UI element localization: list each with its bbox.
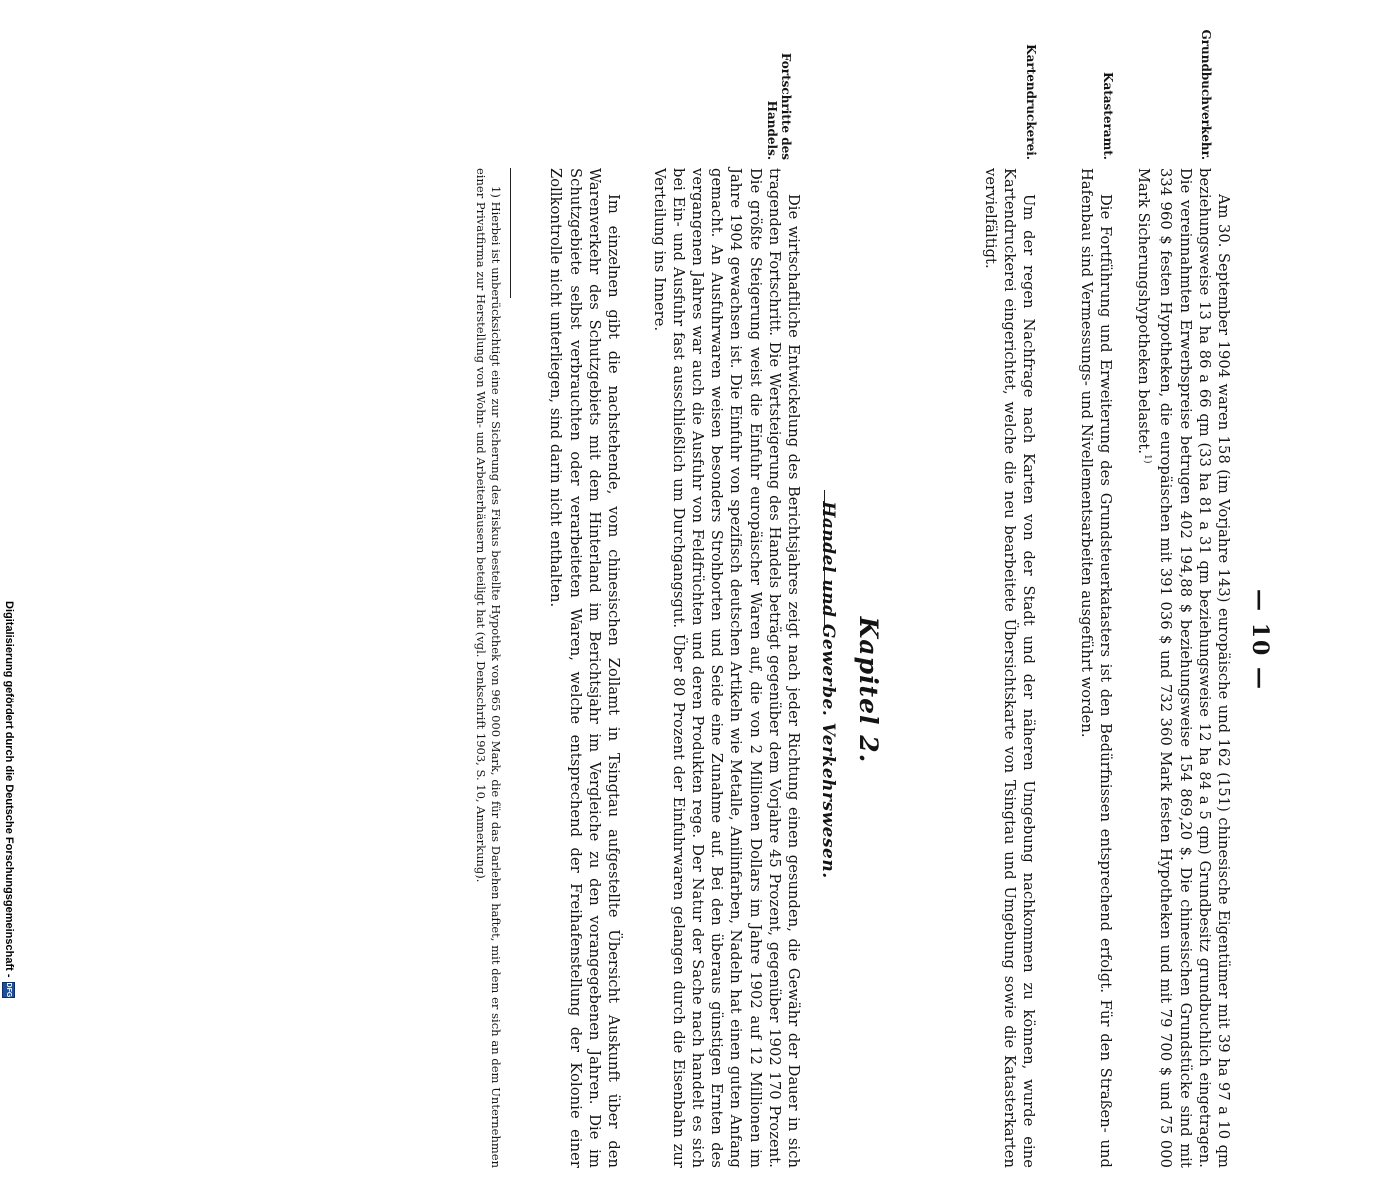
digitization-credit <box>2 0 16 996</box>
credit-text: Digitalisierung gefördert durch die Deutsche Forschungsgemeinschaft - <box>3 601 15 978</box>
paragraph-kartendruckerei <box>980 168 1038 1168</box>
footnote <box>474 168 503 1168</box>
paragraph-kataster <box>1077 168 1115 1168</box>
paragraph-grundbuch <box>1134 168 1233 1168</box>
page-number: — 10 — <box>1247 589 1273 691</box>
footnote-rule <box>510 168 511 298</box>
paragraph-kataster-text: Die Fortführung und Erweiterung des Grundsteuerkatasters ist den Bedürfnissen entsprechend erfolgt. Für den Straßen- und Hafenbau sind Vermessungs- und Nivellementsarbeiten ausgeführt worden. <box>1077 168 1114 1168</box>
paragraph-handel-1-text: Die wirtschaftliche Entwickelung des Berichtsjahres zeigt nach jeder Richtung einen gesunden, die Gewähr der Dauer in sich tragenden Fortschritt. Die Wertsteigerung des Handels beträgt gegenüber dem Vorjahre 45 Prozent, gegenüber 1902 170 Prozent. Die größte Steigerung weist die Einfuhr europäischer Waren auf, die von 2 Millionen Dollars im Jahre 1902 auf 12 Millionen im Jahre 1904 gewachsen ist. Die Einfuhr von spezifisch deutschen Artikeln wie Metalle, Anilinfarben, Nadeln hat einen guten Anfang gemacht. An Ausfuhrwaren weisen besonders Strohborten und Seide eine Zunahme auf. Bei den überaus günstigen Ernten des vergangenen Jahres war auch die Ausfuhr von Feldfrüchten und deren Produkten rege. Der Natur der Sache nach handelt es sich bei Ein- und Ausfuhr fast ausschließlich um Durchgangsgut. Über 80 Prozent der Einfuhrwaren gelangen durch die Eisenbahn zur Verteilung ins Innere. <box>650 168 802 1168</box>
dfg-logo: DFG <box>3 982 16 999</box>
footnote-marker: 1) <box>1142 454 1153 464</box>
paragraph-handel-2-text: Im einzelnen gibt die nachstehende, vom chinesischen Zollamt in Tsingtau aufgestellte Übersicht Auskunft über den Warenverkehr des Schutzgebiets mit dem Hinterland im Berichtsjahr im Vergleiche zu den vorangegebenen Jahren. Die im Schutzgebiete selbst verbrauchten oder verarbeiteten Waren, welche entsprechend der Freihafenstellung der Kolonie einer Zollkontrolle nicht unterliegen, sind darin nicht enthalten. <box>547 168 622 1168</box>
paragraph-grundbuch-text: Am 30. September 1904 waren 158 (im Vorjahre 143) europäische und 162 (151) chinesische Eigentümer mit 39 ha 97 a 10 qm beziehungsweise 13 ha 86 a 66 qm (33 ha 81 a 31 qm beziehungsweise 12 ha 84 a 5 qm) Grundbesitz grundbuchlich eingetragen. Die vereinnahmten Erwerbspreise betrugen 402 194,88 $ beziehungsweise 154 869,20 $. Die chinesischen Grundstücke sind mit 334 960 $ festen Hypotheken, die europäischen mit 391 036 $ und 732 360 Mark festen Hypotheken und mit 79 700 $ und 75 000 Mark Sicherungshypotheken belastet. <box>1135 168 1232 1168</box>
margin-note-handel: Fortschritte des Handels. <box>765 52 793 160</box>
chapter-subtitle: Handel und Gewerbe. Verkehrswesen. <box>818 501 838 879</box>
paragraph-kartendruckerei-text: Um der regen Nachfrage nach Karten von der Stadt und der näheren Umgebung nachkommen zu können, wurde eine Kartendruckerei eingerichtet, welche die neu bearbeitete Übersichtskarte von Tsingtau und Umgebung sowie die Katasterkarten vervielfältigt. <box>981 168 1037 1168</box>
footnote-text: 1) Hierbei ist unberücksichtigt eine zur Sicherung des Fiskus bestellte Hypothek von 965 000 Mark, die für das Darlehen haftet, mit dem er sich an dem Unternehmen einer Privatfirma zur Herstellung von Wohn- und Arbeiterhäusern beteiligt hat (vgl. Denkschrift 1903, S. 10, Anmerkung). <box>474 168 503 1168</box>
paragraph-handel-2 <box>546 168 623 1168</box>
paragraph-handel-1 <box>649 168 803 1168</box>
chapter-title: Kapitel 2. <box>854 616 883 764</box>
margin-note-grundbuch: Grundbuchverkehr. <box>1199 29 1213 160</box>
margin-note-kartendruckerei: Kartendruckerei. <box>1024 44 1038 160</box>
margin-note-kataster: Katasteramt. <box>1101 72 1115 160</box>
